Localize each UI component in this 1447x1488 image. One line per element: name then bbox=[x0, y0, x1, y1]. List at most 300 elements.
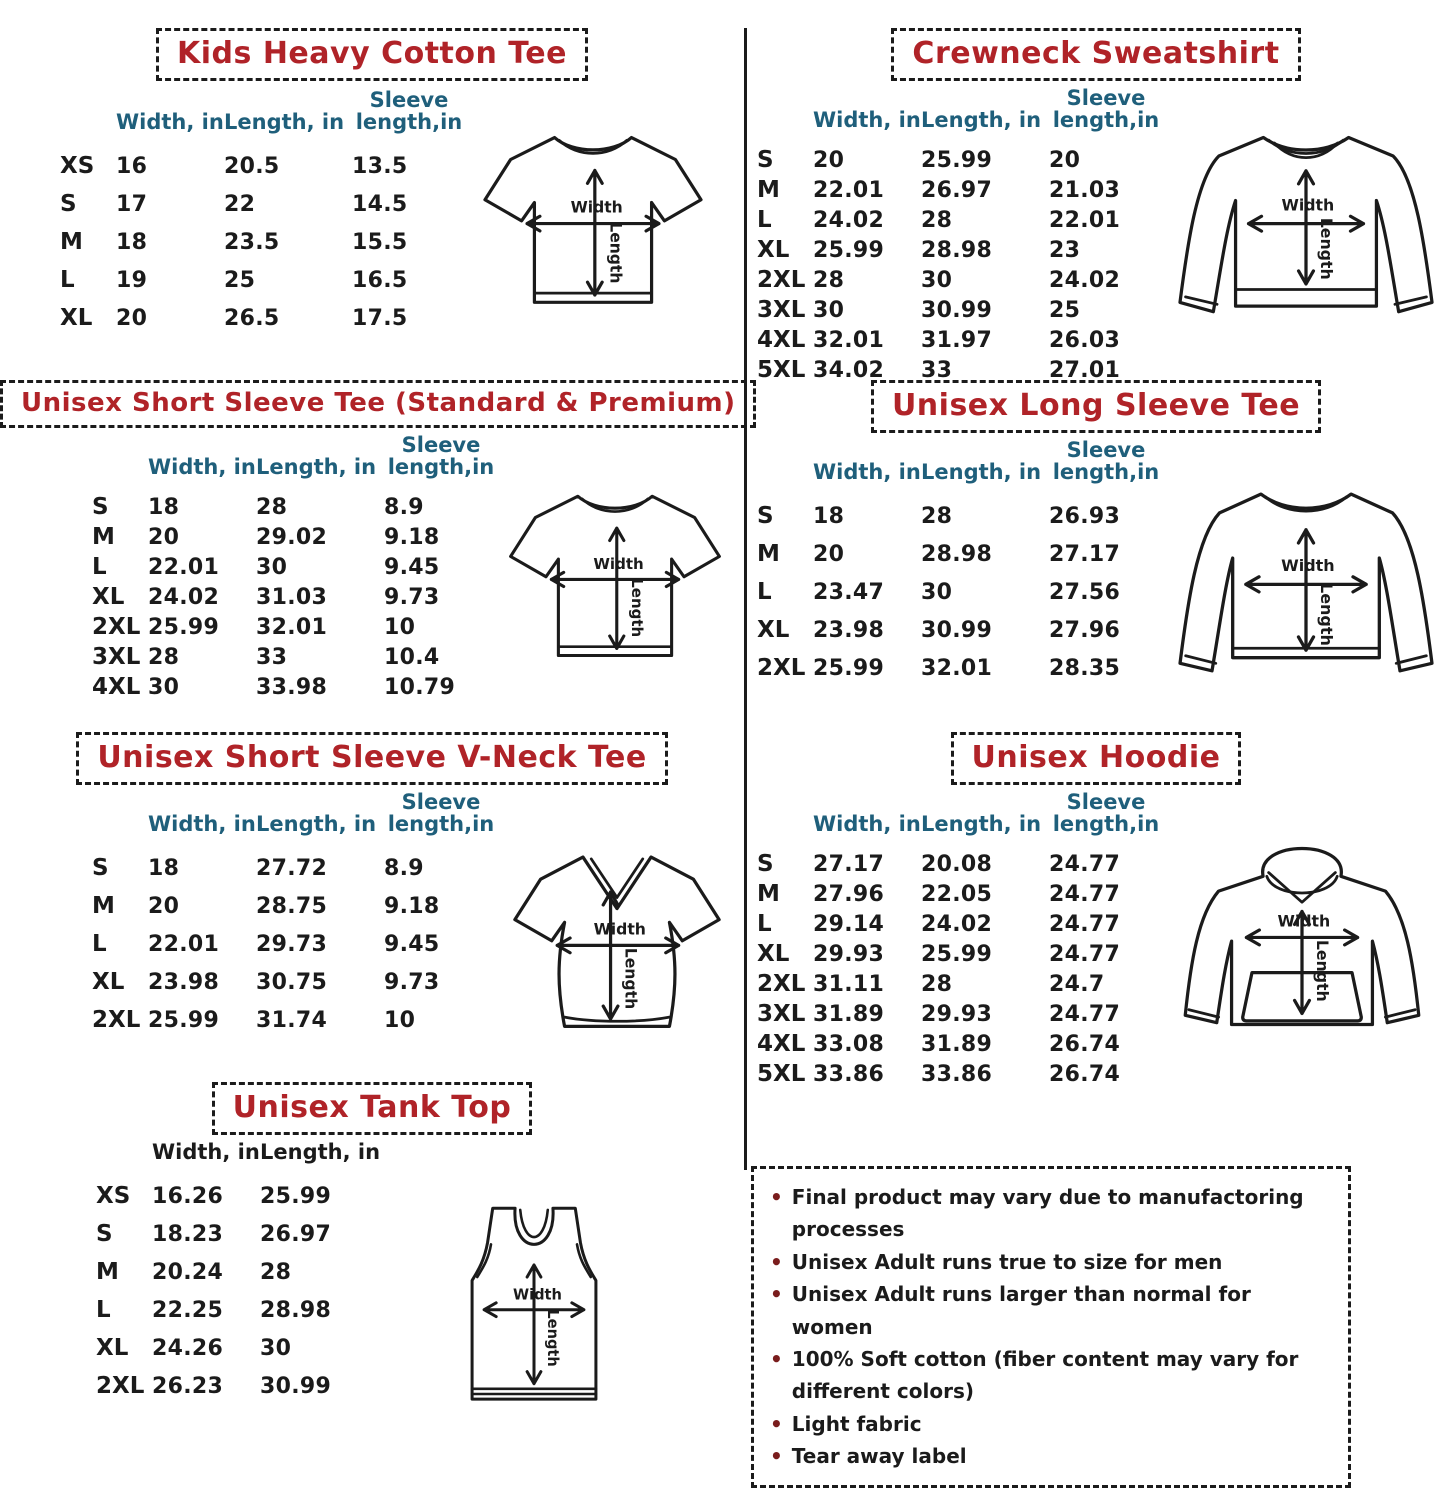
measurement-value: 31.89 bbox=[921, 1032, 993, 1058]
size-label: XL bbox=[92, 584, 125, 611]
measurement-value: 18 bbox=[148, 856, 180, 882]
measurement-value: 17 bbox=[116, 192, 148, 218]
measurement-value: 25.99 bbox=[921, 148, 993, 174]
measurement-value: 30 bbox=[921, 580, 953, 606]
size-row bbox=[60, 261, 466, 299]
measurement-value: 32.01 bbox=[921, 656, 993, 682]
measurement-value: 29.93 bbox=[921, 1002, 993, 1028]
measurement-value: 31.03 bbox=[256, 585, 328, 611]
measurement-value: 24.02 bbox=[921, 912, 993, 938]
size-label: 4XL bbox=[92, 674, 141, 701]
size-label: XL bbox=[757, 941, 790, 968]
measurement-value: 19 bbox=[116, 268, 148, 294]
size-label: L bbox=[757, 579, 772, 606]
size-table-container bbox=[60, 89, 466, 337]
size-row bbox=[757, 999, 1163, 1029]
column-header: Length, in bbox=[256, 455, 377, 480]
measurement-value: 31.74 bbox=[256, 1008, 328, 1034]
measurement-value: 22.01 bbox=[813, 178, 885, 204]
measurement-value: 29.14 bbox=[813, 912, 885, 938]
measurement-value: 22 bbox=[224, 192, 256, 218]
measurement-value: 28 bbox=[921, 972, 953, 998]
measurement-value: 20 bbox=[148, 894, 180, 920]
measurement-value: 25.99 bbox=[148, 615, 220, 641]
measurement-value: 31.89 bbox=[813, 1002, 885, 1028]
measurement-value: 30 bbox=[813, 298, 845, 324]
measurement-value: 28 bbox=[256, 495, 288, 521]
size-label: L bbox=[757, 207, 772, 234]
measurement-value: 17.5 bbox=[352, 306, 408, 332]
size-row bbox=[96, 1291, 388, 1329]
size-table bbox=[96, 1141, 388, 1405]
measurement-value: 29.73 bbox=[256, 932, 328, 958]
size-label: M bbox=[757, 881, 780, 908]
note-item bbox=[770, 1343, 1332, 1408]
left-column bbox=[0, 0, 744, 1442]
section-title: Unisex Short Sleeve Tee (Standard & Premium) bbox=[0, 380, 756, 428]
measurement-value: 18 bbox=[116, 230, 148, 256]
measurement-value: 30.75 bbox=[256, 970, 328, 996]
measurement-value: 28.98 bbox=[921, 542, 993, 568]
size-table bbox=[757, 791, 1163, 1089]
measurement-value: 28 bbox=[921, 208, 953, 234]
measurement-value: 30.99 bbox=[260, 1374, 332, 1400]
size-row bbox=[92, 1001, 498, 1039]
size-row bbox=[92, 492, 498, 522]
section-title: Unisex Long Sleeve Tee bbox=[871, 380, 1321, 433]
length-label: Length bbox=[1312, 939, 1332, 1002]
size-table-container bbox=[92, 434, 498, 702]
measurement-value: 16.26 bbox=[152, 1184, 224, 1210]
width-label: Width bbox=[1277, 911, 1331, 931]
size-row bbox=[757, 1059, 1163, 1089]
measurement-value: 32.01 bbox=[813, 328, 885, 354]
size-label: 2XL bbox=[757, 655, 806, 682]
measurement-value: 24.02 bbox=[148, 585, 220, 611]
size-row bbox=[757, 909, 1163, 939]
measurement-value: 18 bbox=[813, 504, 845, 530]
size-row bbox=[92, 925, 498, 963]
size-label: XL bbox=[757, 617, 790, 644]
bullet-icon: • bbox=[770, 1282, 783, 1307]
width-label: Width bbox=[512, 1286, 562, 1304]
column-header: Width, in bbox=[152, 1140, 260, 1164]
bullet-icon: • bbox=[770, 1346, 783, 1371]
size-label: 5XL bbox=[757, 357, 806, 384]
size-table bbox=[757, 439, 1163, 687]
size-row bbox=[96, 1329, 388, 1367]
section-unisex-tank-top bbox=[0, 1082, 744, 1442]
measurement-value: 26.93 bbox=[1049, 504, 1121, 530]
corner-cell bbox=[757, 439, 813, 497]
section-unisex-hoodie bbox=[747, 732, 1445, 1088]
size-table bbox=[92, 791, 498, 1039]
size-label: 5XL bbox=[757, 1061, 806, 1088]
size-table-container bbox=[757, 791, 1163, 1089]
measurement-value: 33.08 bbox=[813, 1032, 885, 1058]
column-header: Sleeve length,in bbox=[1052, 86, 1160, 133]
measurement-value: 27.56 bbox=[1049, 580, 1121, 606]
size-row bbox=[60, 147, 466, 185]
size-row bbox=[92, 849, 498, 887]
size-table-container bbox=[96, 1141, 388, 1405]
size-row bbox=[757, 611, 1163, 649]
tank-top-diagram bbox=[448, 1187, 620, 1429]
column-header: Sleeve length,in bbox=[1052, 438, 1160, 485]
note-text: Unisex Adult runs larger than normal for women bbox=[791, 1282, 1251, 1339]
section-unisex-long-sleeve-tee bbox=[747, 380, 1445, 732]
section-title: Unisex Short Sleeve V-Neck Tee bbox=[76, 732, 667, 785]
note-item bbox=[770, 1246, 1332, 1278]
size-table-container bbox=[757, 87, 1163, 385]
measurement-value: 28.98 bbox=[260, 1298, 332, 1324]
size-label: L bbox=[60, 267, 75, 294]
size-label: 2XL bbox=[92, 614, 141, 641]
size-label: S bbox=[60, 191, 77, 218]
section-title: Crewneck Sweatshirt bbox=[891, 28, 1300, 81]
measurement-value: 33.98 bbox=[256, 675, 328, 701]
size-label: XL bbox=[60, 305, 93, 332]
section-unisex-short-sleeve-tee bbox=[0, 380, 744, 732]
size-row bbox=[92, 612, 498, 642]
measurement-value: 33 bbox=[256, 645, 288, 671]
column-header: Width, in bbox=[813, 812, 921, 837]
measurement-value: 28 bbox=[921, 504, 953, 530]
tshirt-diagram bbox=[500, 470, 730, 680]
size-table-container bbox=[757, 439, 1163, 687]
size-row bbox=[92, 887, 498, 925]
size-label: S bbox=[96, 1221, 113, 1248]
size-row bbox=[92, 672, 498, 702]
width-label: Width bbox=[593, 554, 644, 573]
size-row bbox=[60, 223, 466, 261]
section-notes bbox=[747, 1088, 1445, 1488]
measurement-value: 22.25 bbox=[152, 1298, 224, 1324]
measurement-value: 27.72 bbox=[256, 856, 328, 882]
size-label: XL bbox=[757, 237, 790, 264]
size-label: 4XL bbox=[757, 1031, 806, 1058]
measurement-value: 9.45 bbox=[384, 555, 440, 581]
size-row bbox=[92, 963, 498, 1001]
measurement-value: 33 bbox=[921, 358, 953, 384]
section-crewneck-sweatshirt bbox=[747, 28, 1445, 384]
size-label: 3XL bbox=[757, 297, 806, 324]
note-text: Final product may vary due to manufactoring processes bbox=[791, 1185, 1304, 1242]
size-row bbox=[757, 573, 1163, 611]
measurement-value: 16.5 bbox=[352, 268, 408, 294]
size-row bbox=[757, 497, 1163, 535]
size-label: M bbox=[92, 524, 115, 551]
size-row bbox=[96, 1367, 388, 1405]
size-row bbox=[757, 325, 1163, 355]
size-label: XS bbox=[96, 1183, 131, 1210]
measurement-value: 10.79 bbox=[384, 675, 456, 701]
section-kids-heavy-cotton-tee bbox=[0, 28, 744, 380]
measurement-value: 22.05 bbox=[921, 882, 993, 908]
length-label: Length bbox=[1316, 217, 1336, 280]
measurement-value: 30.99 bbox=[921, 618, 993, 644]
measurement-value: 30 bbox=[148, 675, 180, 701]
size-row bbox=[757, 849, 1163, 879]
measurement-value: 18.23 bbox=[152, 1222, 224, 1248]
measurement-value: 9.45 bbox=[384, 932, 440, 958]
measurement-value: 34.02 bbox=[813, 358, 885, 384]
size-table bbox=[60, 89, 466, 337]
hoodie-diagram bbox=[1163, 819, 1441, 1067]
measurement-value: 28 bbox=[260, 1260, 292, 1286]
measurement-value: 28.98 bbox=[921, 238, 993, 264]
measurement-value: 20 bbox=[148, 525, 180, 551]
measurement-value: 22.01 bbox=[148, 932, 220, 958]
column-header: Sleeve length,in bbox=[387, 433, 495, 480]
length-label: Length bbox=[606, 222, 625, 284]
measurement-value: 24.26 bbox=[152, 1336, 224, 1362]
measurement-value: 25 bbox=[224, 268, 256, 294]
notes-box bbox=[751, 1166, 1351, 1488]
column-header: Sleeve length,in bbox=[387, 790, 495, 837]
measurement-value: 33.86 bbox=[921, 1062, 993, 1088]
size-label: S bbox=[757, 503, 774, 530]
measurement-value: 22.01 bbox=[148, 555, 220, 581]
corner-cell bbox=[60, 89, 116, 147]
measurement-value: 28.35 bbox=[1049, 656, 1121, 682]
size-label: M bbox=[60, 229, 83, 256]
measurement-value: 27.96 bbox=[1049, 618, 1121, 644]
measurement-value: 26.97 bbox=[921, 178, 993, 204]
size-row bbox=[757, 535, 1163, 573]
size-label: 2XL bbox=[757, 267, 806, 294]
column-header: Sleeve length,in bbox=[355, 88, 463, 135]
column-header: Length, in bbox=[256, 812, 377, 837]
size-row bbox=[757, 205, 1163, 235]
length-label: Length bbox=[621, 947, 641, 1010]
corner-cell bbox=[757, 87, 813, 145]
corner-cell bbox=[96, 1141, 152, 1177]
size-row bbox=[92, 522, 498, 552]
bullet-icon: • bbox=[770, 1249, 783, 1274]
note-text: Tear away label bbox=[791, 1444, 967, 1469]
measurement-value: 27.96 bbox=[813, 882, 885, 908]
column-header: Width, in bbox=[148, 455, 256, 480]
width-label: Width bbox=[1281, 556, 1335, 576]
measurement-value: 8.9 bbox=[384, 856, 424, 882]
measurement-value: 23 bbox=[1049, 238, 1081, 264]
measurement-value: 23.47 bbox=[813, 580, 885, 606]
vneck-diagram bbox=[502, 831, 732, 1057]
size-label: 3XL bbox=[92, 644, 141, 671]
measurement-value: 25.99 bbox=[260, 1184, 332, 1210]
note-item bbox=[770, 1408, 1332, 1440]
bullet-icon: • bbox=[770, 1411, 783, 1436]
size-label: 2XL bbox=[96, 1373, 145, 1400]
measurement-value: 29.02 bbox=[256, 525, 328, 551]
measurement-value: 23.98 bbox=[148, 970, 220, 996]
size-row bbox=[757, 265, 1163, 295]
measurement-value: 25.99 bbox=[921, 942, 993, 968]
size-table-container bbox=[92, 791, 498, 1039]
measurement-value: 30 bbox=[260, 1336, 292, 1362]
size-label: L bbox=[757, 911, 772, 938]
size-row bbox=[60, 185, 466, 223]
measurement-value: 9.73 bbox=[384, 585, 440, 611]
size-row bbox=[757, 145, 1163, 175]
measurement-value: 10 bbox=[384, 1008, 416, 1034]
size-table bbox=[92, 434, 498, 702]
size-label: S bbox=[757, 147, 774, 174]
length-label: Length bbox=[1317, 583, 1337, 646]
measurement-value: 24.02 bbox=[1049, 268, 1121, 294]
size-label: M bbox=[757, 541, 780, 568]
column-header: Width, in bbox=[813, 108, 921, 133]
column-header: Length, in bbox=[260, 1140, 381, 1164]
measurement-value: 10.4 bbox=[384, 645, 440, 671]
measurement-value: 24.77 bbox=[1049, 1002, 1121, 1028]
corner-cell bbox=[757, 791, 813, 849]
measurement-value: 26.74 bbox=[1049, 1062, 1121, 1088]
size-row bbox=[96, 1177, 388, 1215]
section-title: Unisex Hoodie bbox=[951, 732, 1242, 785]
measurement-value: 28 bbox=[813, 268, 845, 294]
measurement-value: 8.9 bbox=[384, 495, 424, 521]
measurement-value: 27.17 bbox=[813, 852, 885, 878]
measurement-value: 33.86 bbox=[813, 1062, 885, 1088]
measurement-value: 26.23 bbox=[152, 1374, 224, 1400]
measurement-value: 9.73 bbox=[384, 970, 440, 996]
bullet-icon: • bbox=[770, 1185, 783, 1209]
measurement-value: 24.77 bbox=[1049, 852, 1121, 878]
section-title: Unisex Tank Top bbox=[212, 1082, 533, 1135]
width-label: Width bbox=[570, 198, 623, 217]
measurement-value: 9.18 bbox=[384, 525, 440, 551]
measurement-value: 24.77 bbox=[1049, 942, 1121, 968]
size-label: S bbox=[757, 851, 774, 878]
measurement-value: 14.5 bbox=[352, 192, 408, 218]
corner-cell bbox=[92, 791, 148, 849]
measurement-value: 24.02 bbox=[813, 208, 885, 234]
tshirt-diagram bbox=[474, 111, 712, 327]
measurement-value: 13.5 bbox=[352, 154, 408, 180]
size-label: XL bbox=[96, 1335, 129, 1362]
sweatshirt-diagram bbox=[1167, 117, 1445, 335]
note-item bbox=[770, 1278, 1332, 1343]
measurement-value: 21.03 bbox=[1049, 178, 1121, 204]
measurement-value: 25.99 bbox=[813, 238, 885, 264]
column-header: Width, in bbox=[116, 110, 224, 135]
size-label: 2XL bbox=[92, 1007, 141, 1034]
size-row bbox=[757, 879, 1163, 909]
size-row bbox=[757, 939, 1163, 969]
size-label: M bbox=[92, 893, 115, 920]
measurement-value: 32.01 bbox=[256, 615, 328, 641]
size-label: M bbox=[757, 177, 780, 204]
measurement-value: 31.97 bbox=[921, 328, 993, 354]
corner-cell bbox=[92, 434, 148, 492]
note-text: Light fabric bbox=[791, 1411, 922, 1436]
column-header: Length, in bbox=[224, 110, 345, 135]
size-row bbox=[96, 1215, 388, 1253]
size-label: M bbox=[96, 1259, 119, 1286]
measurement-value: 23.98 bbox=[813, 618, 885, 644]
measurement-value: 9.18 bbox=[384, 894, 440, 920]
measurement-value: 16 bbox=[116, 154, 148, 180]
size-label: XL bbox=[92, 969, 125, 996]
measurement-value: 15.5 bbox=[352, 230, 408, 256]
size-label: S bbox=[92, 855, 109, 882]
size-label: 3XL bbox=[757, 1001, 806, 1028]
measurement-value: 20 bbox=[813, 542, 845, 568]
long-sleeve-diagram bbox=[1165, 471, 1447, 693]
measurement-value: 20.24 bbox=[152, 1260, 224, 1286]
size-row bbox=[757, 649, 1163, 687]
measurement-value: 25.99 bbox=[148, 1008, 220, 1034]
measurement-value: 20.5 bbox=[224, 154, 280, 180]
measurement-value: 29.93 bbox=[813, 942, 885, 968]
measurement-value: 20 bbox=[1049, 148, 1081, 174]
measurement-value: 20 bbox=[116, 306, 148, 332]
measurement-value: 27.17 bbox=[1049, 542, 1121, 568]
size-label: 4XL bbox=[757, 327, 806, 354]
bullet-icon: • bbox=[770, 1444, 783, 1469]
size-label: L bbox=[96, 1297, 111, 1324]
measurement-value: 24.77 bbox=[1049, 882, 1121, 908]
column-header: Width, in bbox=[813, 460, 921, 485]
measurement-value: 30 bbox=[921, 268, 953, 294]
measurement-value: 26.97 bbox=[260, 1222, 332, 1248]
size-label: S bbox=[92, 494, 109, 521]
size-row bbox=[96, 1253, 388, 1291]
size-row bbox=[60, 299, 466, 337]
size-label: L bbox=[92, 931, 107, 958]
measurement-value: 22.01 bbox=[1049, 208, 1121, 234]
measurement-value: 26.5 bbox=[224, 306, 280, 332]
note-item bbox=[770, 1181, 1332, 1246]
size-label: 2XL bbox=[757, 971, 806, 998]
size-row bbox=[92, 642, 498, 672]
measurement-value: 10 bbox=[384, 615, 416, 641]
size-row bbox=[757, 1029, 1163, 1059]
size-row bbox=[757, 175, 1163, 205]
size-row bbox=[757, 969, 1163, 999]
measurement-value: 25.99 bbox=[813, 656, 885, 682]
column-header: Length, in bbox=[921, 812, 1042, 837]
size-row bbox=[92, 582, 498, 612]
size-table bbox=[757, 87, 1163, 385]
column-header: Sleeve length,in bbox=[1052, 790, 1160, 837]
column-header: Length, in bbox=[921, 460, 1042, 485]
length-label: Length bbox=[627, 578, 646, 638]
width-label: Width bbox=[593, 919, 646, 939]
measurement-value: 26.74 bbox=[1049, 1032, 1121, 1058]
measurement-value: 28 bbox=[148, 645, 180, 671]
width-label: Width bbox=[1281, 195, 1335, 215]
column-header: Width, in bbox=[148, 812, 256, 837]
note-text: 100% Soft cotton (fiber content may vary for different colors) bbox=[791, 1346, 1299, 1404]
size-row bbox=[92, 552, 498, 582]
note-text: Unisex Adult runs true to size for men bbox=[791, 1249, 1223, 1274]
size-label: L bbox=[92, 554, 107, 581]
note-item bbox=[770, 1440, 1332, 1472]
measurement-value: 28.75 bbox=[256, 894, 328, 920]
measurement-value: 31.11 bbox=[813, 972, 885, 998]
measurement-value: 24.77 bbox=[1049, 912, 1121, 938]
section-unisex-vneck-tee bbox=[0, 732, 744, 1082]
measurement-value: 30.99 bbox=[921, 298, 993, 324]
column-header: Length, in bbox=[921, 108, 1042, 133]
length-label: Length bbox=[543, 1309, 561, 1367]
right-column bbox=[747, 0, 1445, 1488]
measurement-value: 23.5 bbox=[224, 230, 280, 256]
measurement-value: 27.01 bbox=[1049, 358, 1121, 384]
